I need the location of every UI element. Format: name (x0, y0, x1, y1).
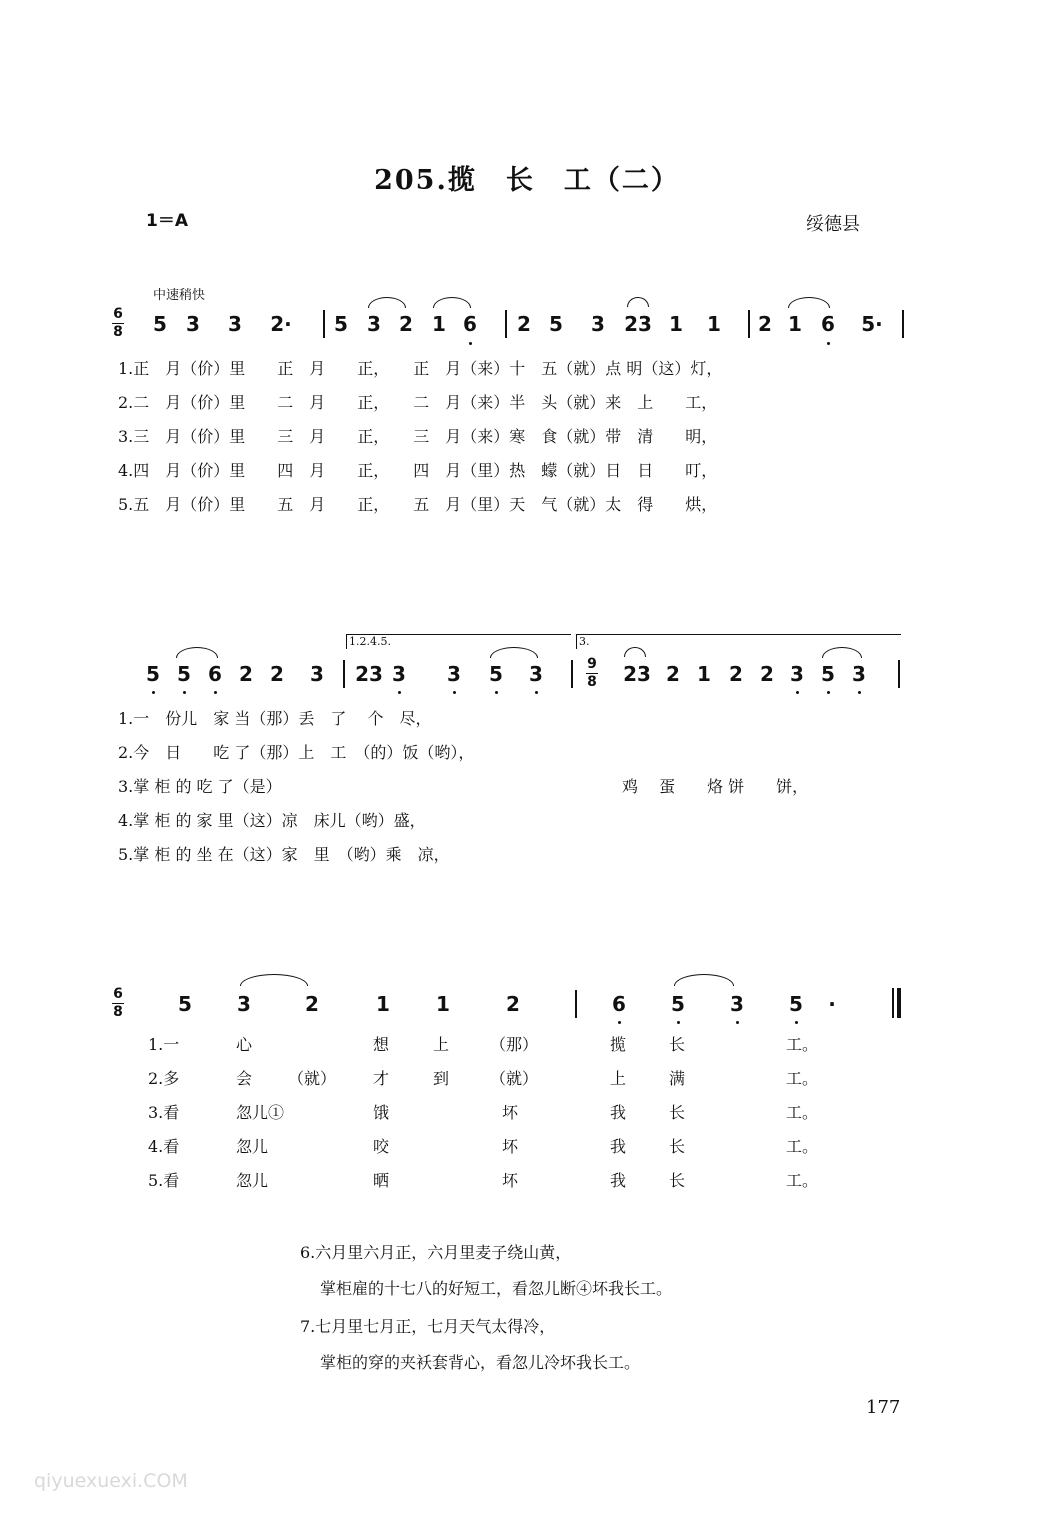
note: 2 (399, 312, 413, 336)
note: 1 (788, 312, 802, 336)
lyric-line: 2.二 月（价）里 二 月 正， 二 月（来）半 头（就）来 上 工， (118, 393, 718, 412)
lyric-syllable: 坏 (502, 1103, 519, 1122)
note: 23 (355, 662, 383, 686)
note: 5 (821, 662, 835, 686)
lyric-syllable: 2.多 (148, 1069, 180, 1088)
note: 2 (666, 662, 680, 686)
note: 3 (790, 662, 804, 686)
time-signature: 6 8 (113, 986, 123, 1020)
volta-first-ending: 1.2.4.5. (346, 634, 571, 649)
lyric-syllable: （就） (288, 1069, 337, 1088)
volta-second-ending: 3. (576, 634, 901, 649)
note: 5 (153, 312, 167, 336)
note: 6 (208, 662, 222, 686)
time-signature: 9 8 (587, 656, 597, 690)
lyric-syllable: 坏 (502, 1137, 519, 1156)
note: 2 (239, 662, 253, 686)
lyric-syllable: 会 (236, 1069, 253, 1088)
lyric-line: 3.掌 柜 的 吃 了（是） (118, 777, 282, 796)
note: 3 (730, 992, 744, 1016)
note: 3 (392, 662, 406, 686)
note: 2 (758, 312, 772, 336)
lyric-syllable: 长 (669, 1035, 686, 1054)
note: 2 (760, 662, 774, 686)
lyric-syllable: 咬 (373, 1137, 390, 1156)
lyric-syllable: 满 (669, 1069, 686, 1088)
note: 5 (671, 992, 685, 1016)
note: 3 (228, 312, 242, 336)
lyric-syllable: 坏 (502, 1171, 519, 1190)
note: 3 (529, 662, 543, 686)
watermark: qiyuexuexi.COM (34, 1470, 188, 1492)
augmentation-dot: · (828, 992, 836, 1016)
lyric-syllable: 长 (669, 1171, 686, 1190)
verse-line: 7.七月里七月正，七月天气太得冷， (300, 1317, 556, 1336)
lyric-syllable: 上 (610, 1069, 627, 1088)
note: 5 (178, 992, 192, 1016)
final-barline-thin (892, 988, 894, 1018)
note: 2· (270, 312, 292, 336)
note: 3 (852, 662, 866, 686)
lyric-syllable: 工。 (786, 1171, 819, 1190)
note: 1 (376, 992, 390, 1016)
note: 5· (861, 312, 883, 336)
note: 3 (591, 312, 605, 336)
lyric-syllable: 1.一 (148, 1035, 180, 1054)
note: 3 (367, 312, 381, 336)
lyric-syllable: 忽儿 (236, 1171, 269, 1190)
lyric-line: 3.三 月（价）里 三 月 正， 三 月（来）寒 食（就）带 清 明， (118, 427, 718, 446)
lyric-syllable: 工。 (786, 1137, 819, 1156)
lyric-line: 4.四 月（价）里 四 月 正， 四 月（里）热 蠓（就）日 日 叮， (118, 461, 718, 480)
lyric-syllable: （那） (490, 1035, 539, 1054)
note: 23 (624, 312, 652, 336)
lyric-syllable: 3.看 (148, 1103, 180, 1122)
note: 2 (517, 312, 531, 336)
lyric-syllable: 我 (610, 1171, 627, 1190)
note: 5 (549, 312, 563, 336)
lyric-syllable: 忽儿① (236, 1103, 285, 1122)
lyric-syllable: 我 (610, 1137, 627, 1156)
note: 3 (186, 312, 200, 336)
lyric-syllable: 心 (236, 1035, 253, 1054)
note: 1 (432, 312, 446, 336)
lyric-syllable: 晒 (373, 1171, 390, 1190)
note: 6 (821, 312, 835, 336)
lyric-syllable: 长 (669, 1137, 686, 1156)
low-octave-dot (677, 1021, 680, 1024)
lyric-line: 5.掌 柜 的 坐 在（这）家 里 （哟）乘 凉， (118, 845, 450, 864)
lyric-syllable: 忽儿 (236, 1137, 269, 1156)
low-octave-dot (618, 1021, 621, 1024)
lyric-syllable: 想 (373, 1035, 390, 1054)
note: 5 (177, 662, 191, 686)
lyric-line: 2.今 日 吃 了（那）上 工 （的）饭（哟）， (118, 743, 475, 762)
note: 3 (237, 992, 251, 1016)
note: 3 (447, 662, 461, 686)
lyric-syllable: 我 (610, 1103, 627, 1122)
note: 1 (436, 992, 450, 1016)
lyric-syllable: 4.看 (148, 1137, 180, 1156)
verse-line: 掌柜的穿的夹袄套背心，看忽儿冷坏我长工。 (320, 1353, 641, 1372)
lyric-syllable: 饿 (373, 1103, 390, 1122)
lyric-line: 1.一 份儿 家 当（那）丢 了 个 尽， (118, 709, 432, 728)
lyric-line: 1.正 月（价）里 正 月 正， 正 月（来）十 五（就）点 明（这）灯， (118, 359, 723, 378)
note: 3 (310, 662, 324, 686)
lyric-syllable: 上 (433, 1035, 450, 1054)
note: 5 (146, 662, 160, 686)
note: 5 (334, 312, 348, 336)
note: 6 (612, 992, 626, 1016)
lyric-syllable: 才 (373, 1069, 390, 1088)
low-octave-dot (795, 1021, 798, 1024)
time-signature: 6 8 (113, 306, 123, 340)
note: 2 (506, 992, 520, 1016)
lyric-syllable: 长 (669, 1103, 686, 1122)
note: 23 (623, 662, 651, 686)
lyric-line: 4.掌 柜 的 家 里（这）凉 床儿（哟）盛， (118, 811, 426, 830)
lyric-syllable: 工。 (786, 1103, 819, 1122)
note: 2 (729, 662, 743, 686)
lyric-syllable: （就） (490, 1069, 539, 1088)
note: 6 (463, 312, 477, 336)
lyric-syllable: 5.看 (148, 1171, 180, 1190)
note: 5 (489, 662, 503, 686)
verse-line: 掌柜雇的十七八的好短工，看忽儿断④坏我长工。 (320, 1279, 673, 1298)
final-barline-thick (897, 988, 901, 1018)
lyric-syllable: 工。 (786, 1069, 819, 1088)
note: 1 (707, 312, 721, 336)
note: 1 (669, 312, 683, 336)
key-signature: 1＝A (146, 211, 188, 231)
low-octave-dot (736, 1021, 739, 1024)
region-label: 绥德县 (806, 214, 860, 235)
barline (575, 990, 577, 1018)
note: 2 (270, 662, 284, 686)
lyric-line: 鸡 蛋 烙 饼 饼， (622, 777, 809, 796)
song-title: 205.揽 长 工（二） (374, 165, 680, 196)
verse-line: 6.六月里六月正，六月里麦子绕山黄， (300, 1243, 572, 1262)
note: 1 (697, 662, 711, 686)
tempo-marking: 中速稍快 (153, 288, 206, 303)
lyric-syllable: 到 (433, 1069, 450, 1088)
lyric-line: 5.五 月（价）里 五 月 正， 五 月（里）天 气（就）太 得 烘， (118, 495, 718, 514)
page-number: 177 (866, 1397, 901, 1418)
note: 2 (305, 992, 319, 1016)
lyric-syllable: 揽 (610, 1035, 627, 1054)
note: 5 (789, 992, 803, 1016)
lyric-syllable: 工。 (786, 1035, 819, 1054)
